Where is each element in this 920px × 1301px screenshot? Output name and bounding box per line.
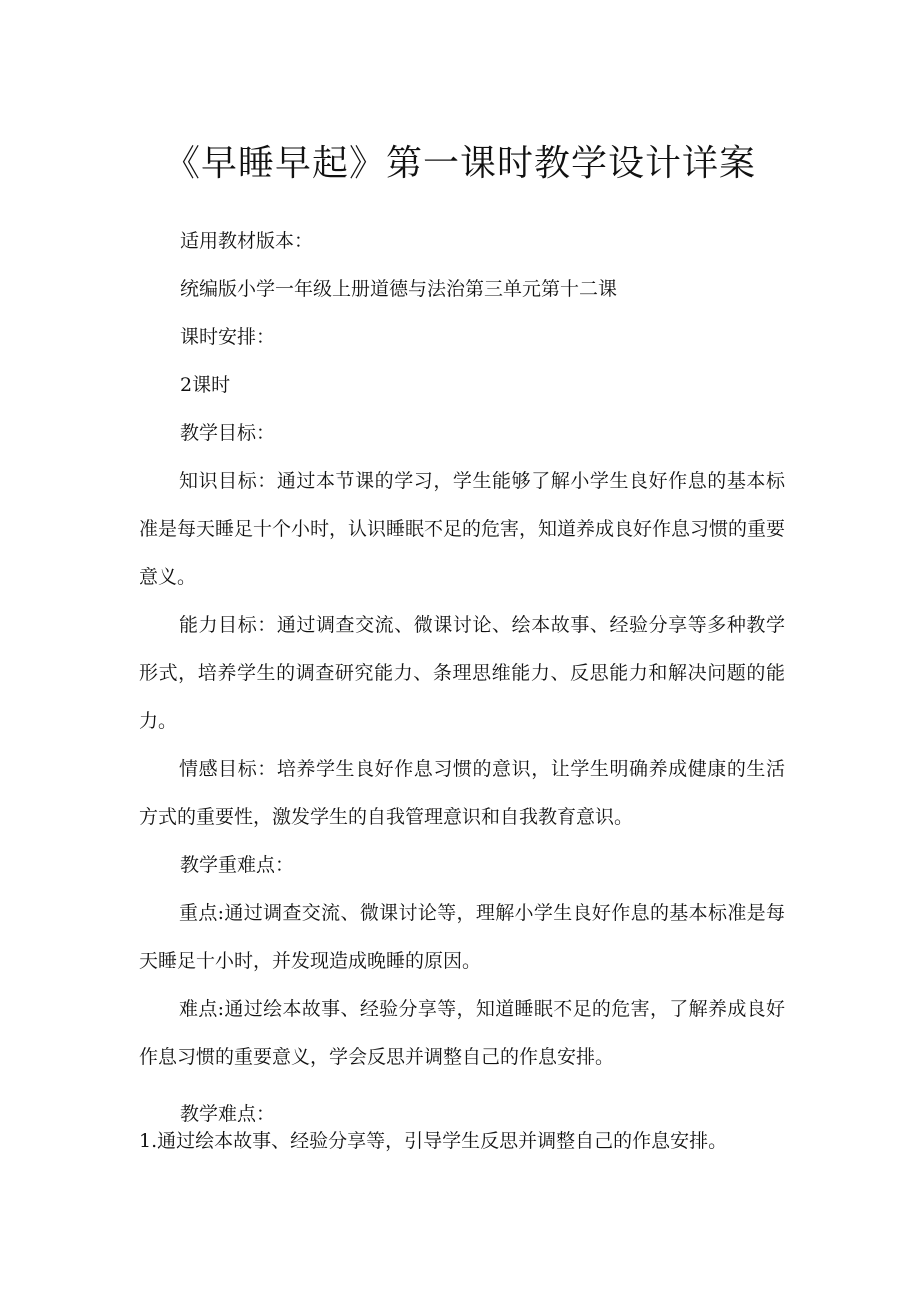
emotion-goal-paragraph: 情感目标：培养学生良好作息习惯的意识，让学生明确养成健康的生活方式的重要性，激发学生的自我管理意识和自我教育意识。 — [139, 758, 785, 828]
key-difficult-label: 教学重难点： — [180, 854, 295, 876]
document-title: 《早睡早起》第一课时教学设计详案 — [163, 143, 756, 184]
knowledge-goal-paragraph: 知识目标：通过本节课的学习，学生能够了解小学生良好作息的基本标准是每天睡足十个小时，认识睡眠不足的危害，知道养成良好作息习惯的重要意义。 — [139, 470, 786, 588]
difficulty-label: 教学难点： — [180, 1103, 276, 1125]
textbook-value: 统编版小学一年级上册道德与法治第三单元第十二课 — [180, 278, 618, 300]
difficult-point-paragraph: 难点:通过绘本故事、经验分享等，知道睡眠不足的危害，了解养成良好作息习惯的重要意义，学会反思并调整自己的作息安排。 — [139, 998, 785, 1068]
schedule-label: 课时安排： — [180, 326, 276, 348]
textbook-label: 适用教材版本： — [180, 230, 314, 252]
difficulty-item-1: 1.通过绘本故事、经验分享等，引导学生反思并调整自己的作息安排。 — [139, 1130, 728, 1152]
key-point-paragraph: 重点:通过调查交流、微课讨论等，理解小学生良好作息的基本标准是每天睡足十小时，并发现造成晚睡的原因。 — [139, 902, 785, 972]
schedule-value: 2课时 — [180, 374, 231, 396]
ability-goal-paragraph: 能力目标：通过调查交流、微课讨论、绘本故事、经验分享等多种教学形式，培养学生的调查研究能力、条理思维能力、反思能力和解决问题的能力。 — [139, 614, 785, 732]
objectives-label: 教学目标： — [180, 422, 276, 444]
